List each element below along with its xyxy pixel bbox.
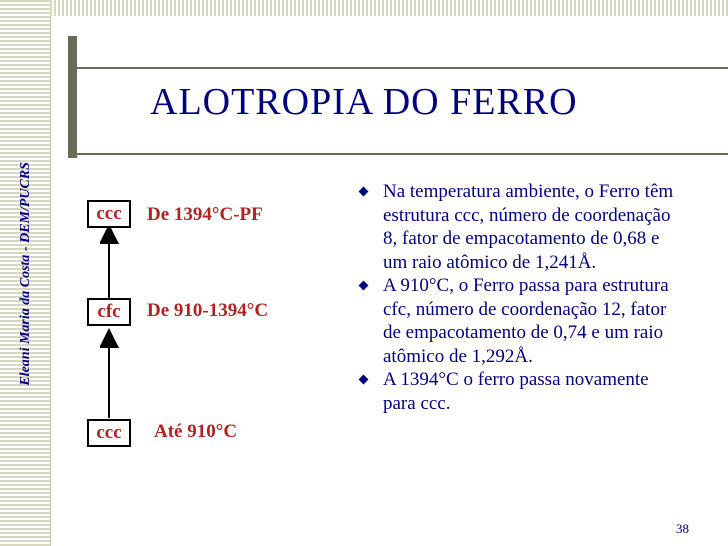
title-accent-bar — [68, 36, 77, 158]
top-border-pattern — [50, 0, 728, 16]
phase-range-mid: De 910-1394°C — [147, 300, 269, 321]
diamond-bullet-icon — [359, 375, 369, 385]
author-credit — [6, 24, 46, 524]
phase-range-low: Até 910°C — [154, 421, 238, 442]
slide-title: ALOTROPIA DO FERRO — [150, 81, 578, 123]
bullet-item: A 910°C, o Ferro passa para estrutura cfc, número de coordenação 12, fator de empacotamento de 0,74 e um raio atômico de 1,292Å. — [356, 274, 686, 368]
diamond-bullet-icon — [359, 187, 369, 197]
phase-box-ccc-high: ccc — [87, 200, 131, 228]
phase-range-high: De 1394°C-PF — [147, 204, 263, 225]
diamond-bullet-icon — [359, 281, 369, 291]
page-number: 38 — [676, 521, 689, 536]
phase-box-cfc: cfc — [87, 298, 131, 326]
bullet-item: A 1394°C o ferro passa novamente para ccc. — [356, 368, 686, 415]
author-credit-text: Eleani Maria da Costa - DEM/PUCRS — [18, 162, 33, 386]
bullet-list — [356, 180, 686, 415]
phase-box-ccc-low: ccc — [87, 419, 131, 447]
bullet-item: Na temperatura ambiente, o Ferro têm estrutura ccc, número de coordenação 8, fator de empacotamento de 0,68 e um raio atômico de 1,241Å. — [356, 180, 686, 274]
